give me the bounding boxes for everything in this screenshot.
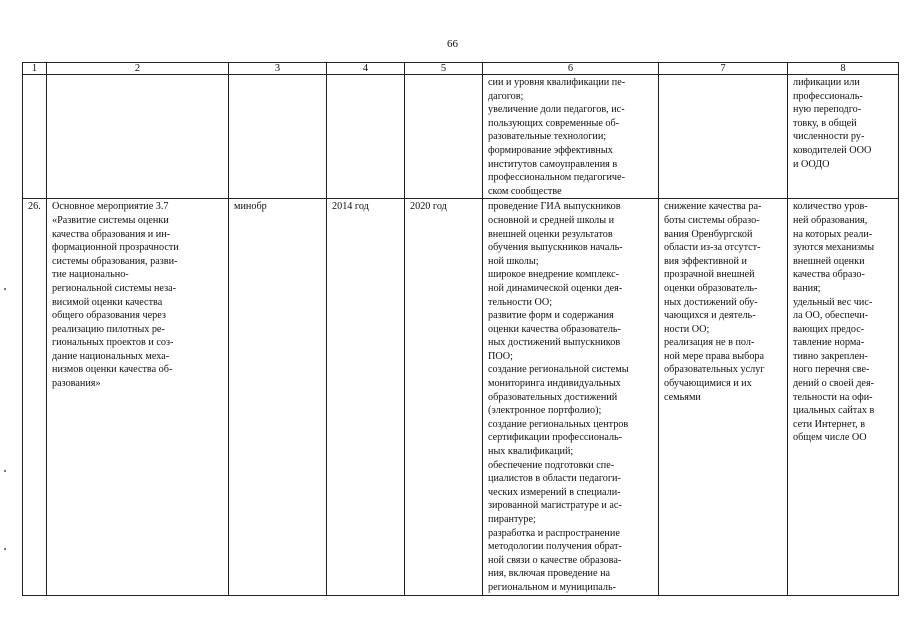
- executor-cell: минобр: [229, 199, 327, 595]
- indicators-cell: лификации или профессиональ- ную переподго- товку, в общей численности ру- ководителей ООО и ООДО: [788, 75, 899, 199]
- column-number-header-row: [23, 63, 899, 75]
- directions-cell: сии и уровня квалификации пе- дагогов; увеличение доли педагогов, ис- пользующих современные об- разовательные технологии; формирование эффективных институтов самоуправления в профессиональном педагогиче- ском сообществе: [483, 75, 659, 199]
- scan-speck: [4, 470, 6, 472]
- consequences-cell: [659, 75, 788, 199]
- table-row-continued: [23, 75, 899, 199]
- measure-name-cell: [47, 75, 229, 199]
- column-number-7: 7: [659, 63, 788, 75]
- start-year-cell: 2014 год: [327, 199, 405, 595]
- indicators-cell: количество уров- ней образования, на которых реали- зуются механизмы внешней оценки качества образо- вания; удельный вес чис- ла ОО, обеспечи- вающих предос- тавление норма- тивно закреплен- ного перечня све- дений о своей дея- тельности на офи- циальных сайтах в сети Интернет, в общем числе ОО: [788, 199, 899, 595]
- column-number-3: 3: [229, 63, 327, 75]
- column-number-1: 1: [23, 63, 47, 75]
- consequences-cell: снижение качества ра- боты системы образо- вания Оренбургской области из-за отсутст- вия эффективной и прозрачной внешней оценки образователь- ных достижений обу- чающихся и деятель- ности ОО; реализация не в пол- ной мере права выбора образовательных услуг обучающимися и их семьями: [659, 199, 788, 595]
- scan-speck: [4, 548, 6, 550]
- column-number-5: 5: [405, 63, 483, 75]
- start-year-cell: [327, 75, 405, 199]
- measures-table: [22, 62, 899, 596]
- column-number-4: 4: [327, 63, 405, 75]
- directions-cell: проведение ГИА выпускников основной и средней школы и внешней оценки результатов обучения выпускников началь- ной школы; широкое внедрение комплекс- ной динамической оценки дея- тельности ОО; развитие форм и содержания оценки качества образователь- ных достижений выпускников ПОО; создание региональной системы мониторинга индивидуальных образовательных достижений (электронное портфолио); создание региональных центров сертификации профессиональ- ных квалификаций; обеспечение подготовки спе- циалистов в области педагоги- ческих измерений в специали- зированной магистратуре и ас- пирантуре; разработка и распространение методологии получения обрат- ной связи о качестве образова- ния, включая проведение на региональном и муниципаль-: [483, 199, 659, 595]
- page-number: 66: [447, 38, 458, 50]
- measure-name-cell: Основное мероприятие 3.7 «Развитие системы оценки качества образования и ин- формационной прозрачности системы образования, разви- тие национально- региональной системы неза- висимой оценки качества общего образования через реализацию пилотных ре- гиональных проектов и соз- дание национальных меха- низмов оценки качества об- разования»: [47, 199, 229, 595]
- column-number-8: 8: [788, 63, 899, 75]
- column-number-2: 2: [47, 63, 229, 75]
- scan-speck: [4, 288, 6, 290]
- row-number-cell: [23, 75, 47, 199]
- end-year-cell: [405, 75, 483, 199]
- end-year-cell: 2020 год: [405, 199, 483, 595]
- column-number-6: 6: [483, 63, 659, 75]
- row-number-cell: 26.: [23, 199, 47, 595]
- table-row-26: [23, 199, 899, 595]
- executor-cell: [229, 75, 327, 199]
